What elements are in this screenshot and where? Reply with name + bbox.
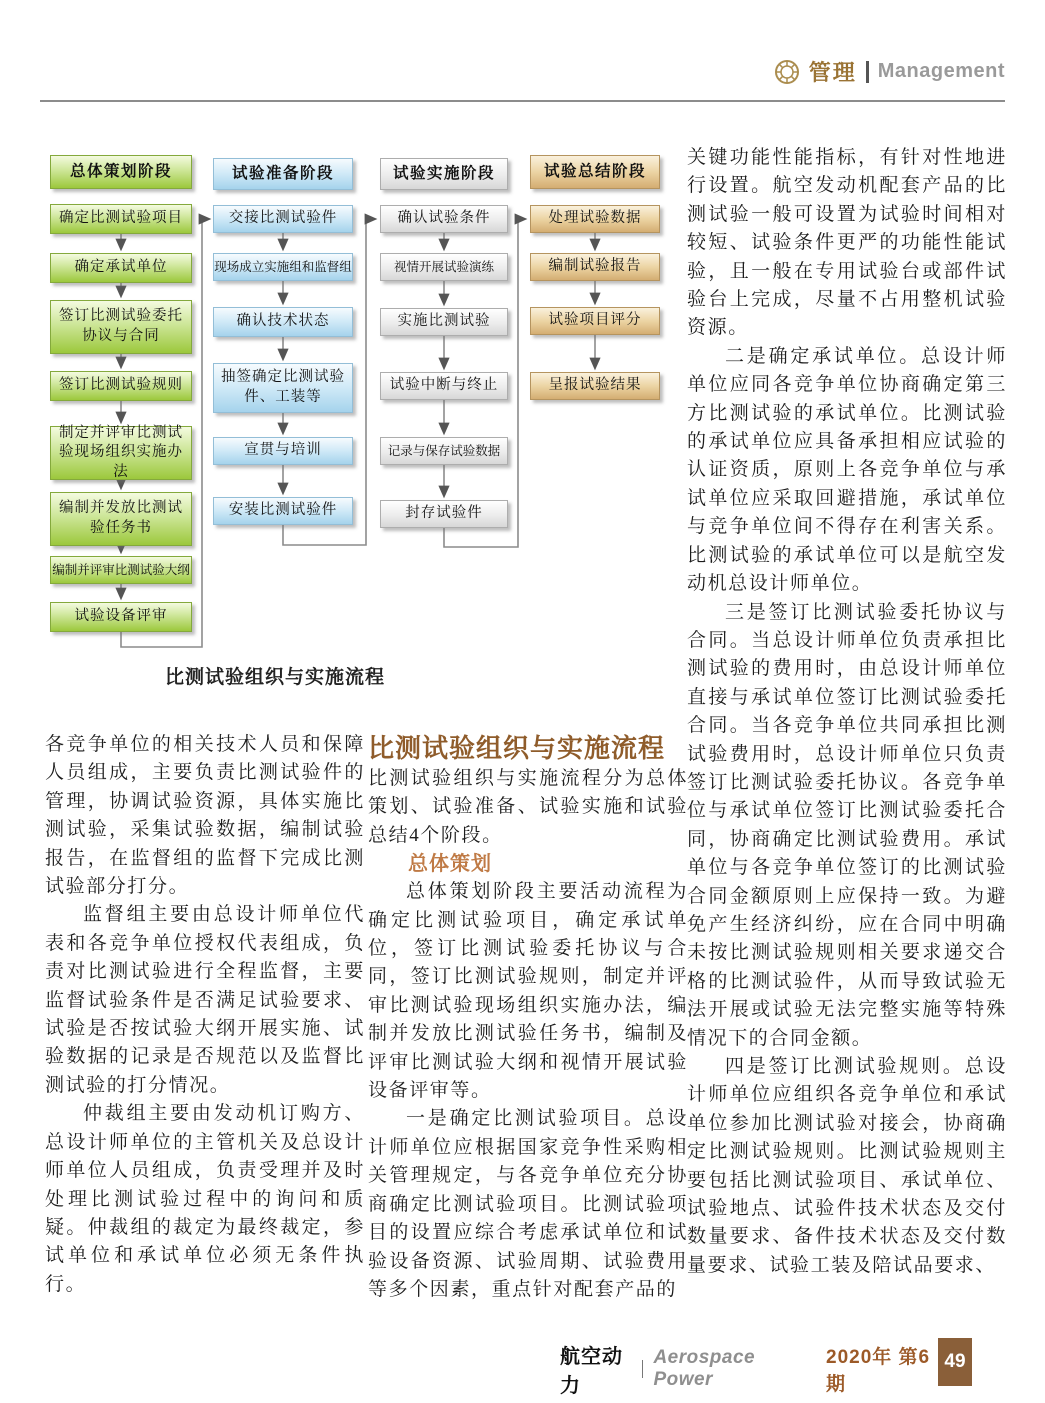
text-column-right bbox=[687, 144, 1007, 1280]
paragraph: 仲裁组主要由发动机订购方、总设计师单位的主管机关及总设计师单位人员组成，负责受理并及时处理比测试验过程中的询问和质疑。仲裁组的裁定为最终裁定，参试单位和承试单位必须无条件执行。 bbox=[45, 1103, 365, 1295]
flow-step: 处理试验数据 bbox=[530, 205, 660, 233]
flow-step: 安装比测试验件 bbox=[213, 497, 353, 525]
flow-step: 现场成立实施组和监督组 bbox=[213, 253, 353, 281]
flowchart-caption: 比测试验组织与实施流程 bbox=[164, 667, 385, 688]
flow-step: 实施比测试验 bbox=[380, 308, 508, 336]
flow-step: 确定承试单位 bbox=[50, 253, 192, 283]
issue-label: 2020年 第6期 bbox=[826, 1347, 931, 1395]
flow-step: 确定比测试验项目 bbox=[50, 204, 192, 234]
emblem-icon bbox=[774, 59, 800, 85]
journal-name-cn: 航空动力 bbox=[560, 1346, 623, 1397]
paragraph: 三是签订比测试验委托协议与合同。当总设计师单位负责承担比测试验的费用时，由总设计师单位直接与承试单位签订比测试验委托合同。当各竞争单位共同承担比测试验费用时，总设计师单位只负责签订比测试验委托协议。各竞争单位与承试单位签订比测试验委托合同，协商确定比测试验费用。承试单位与各竞争单位签订的比测试验合同金额原则上应保持一致。为避免产生经济纠纷，应在合同中明确未按比测试验规则相关要求递交合格的比测试验件，从而导致试验无法开展或试验无法完整实施等特殊情况下的合同金额。 bbox=[687, 601, 1007, 1049]
flow-step: 确认技术状态 bbox=[213, 307, 353, 337]
flow-step: 制定并评审比测试验现场组织实施办法 bbox=[50, 426, 192, 480]
flow-step: 记录与保存试验数据 bbox=[380, 437, 508, 465]
flow-step: 签订比测试验委托协议与合同 bbox=[50, 300, 192, 354]
flow-phase-preparation: 试验准备阶段 bbox=[213, 158, 353, 190]
flow-step: 确认试验条件 bbox=[380, 205, 508, 233]
article-subheading: 总体策划 bbox=[408, 853, 492, 876]
footer-divider bbox=[642, 1360, 644, 1378]
page-header bbox=[774, 56, 1005, 87]
header-rule bbox=[40, 100, 1005, 102]
flow-step: 试验中断与终止 bbox=[380, 372, 508, 400]
flow-step: 签订比测试验规则 bbox=[50, 371, 192, 401]
flow-step: 编制并评审比测试验大纲 bbox=[50, 556, 192, 584]
section-title-en: Management bbox=[877, 60, 1005, 82]
article-section-heading: 比测试验组织与实施流程 bbox=[368, 733, 666, 763]
flow-step: 试验项目评分 bbox=[530, 307, 660, 335]
paragraph: 四是签订比测试验规则。总设计师单位应组织各竞争单位和承试单位参加比测试验对接会，协商确定比测试验规则。比测试验规则主要包括比测试验项目、承试单位、试验地点、试验件技术状态及交付数量要求、备件技术状态及交付数量要求、试验工装及陪试品要求、 bbox=[687, 1056, 1007, 1276]
flow-step: 呈报试验结果 bbox=[530, 372, 660, 400]
flow-step: 封存试验件 bbox=[380, 500, 508, 528]
text-column-left bbox=[45, 731, 365, 1299]
paragraph: 监督组主要由总设计师单位代表和各竞争单位授权代表组成，负责对比测试验进行全程监督，主要监督试验条件是否满足试验要求、试验是否按试验大纲开展实施、试验数据的记录是否规范以及监督比测试验的打分情况。 bbox=[45, 904, 365, 1096]
page-number: 49 bbox=[938, 1338, 972, 1386]
paragraph: 各竞争单位的相关技术人员和保障人员组成，主要负责比测试验件的管理，协调试验资源，具体实施比测试验，采集试验数据，编制试验报告，在监督组的监督下完成比测试验部分打分。 bbox=[45, 734, 365, 898]
paragraph: 比测试验组织与实施流程分为总体策划、试验准备、试验实施和试验总结4个阶段。 bbox=[368, 768, 688, 846]
flow-phase-implementation: 试验实施阶段 bbox=[380, 158, 508, 190]
paragraph: 一是确定比测试验项目。总设计师单位应根据国家竞争性采购相关管理规定，与各竞争单位充分协商确定比测试验项目。比测试验项目的设置应综合考虑承试单位和试验设备资源、试验周期、试验费用等多个因素，重点针对配套产品的 bbox=[368, 1108, 688, 1300]
paragraph: 总体策划阶段主要活动流程为确定比测试验项目，确定承试单位，签订比测试验委托协议与合同，签订比测试验规则，制定并评审比测试验现场组织实施办法，编制并发放比测试验任务书，编制及评审比测试验大纲和视情开展试验设备评审等。 bbox=[368, 881, 688, 1102]
paragraph: 关键功能性能指标，有针对性地进行设置。航空发动机配套产品的比测试验一般可设置为试验时间相对较短、试验条件更严的功能性能试验，且一般在专用试验台或部件试验台上完成，尽量不占用整机试验资源。 bbox=[687, 147, 1007, 339]
flow-step: 抽签确定比测试验件、工装等 bbox=[213, 363, 353, 413]
flowchart bbox=[50, 150, 710, 670]
flow-phase-summary: 试验总结阶段 bbox=[530, 155, 660, 189]
flow-phase-planning: 总体策划阶段 bbox=[50, 155, 192, 189]
flow-step: 宣贯与培训 bbox=[213, 437, 353, 465]
flow-step: 编制并发放比测试验任务书 bbox=[50, 492, 192, 546]
section-divider bbox=[866, 61, 869, 83]
section-title-cn: 管理 bbox=[808, 60, 857, 85]
flow-step: 编制试验报告 bbox=[530, 253, 660, 281]
flow-step: 试验设备评审 bbox=[50, 602, 192, 632]
text-column-middle bbox=[368, 731, 688, 1304]
journal-name-en: Aerospace Power bbox=[653, 1347, 756, 1390]
paragraph: 二是确定承试单位。总设计师单位应同各竞争单位协商确定第三方比测试验的承试单位。比测试验的承试单位应具备承担相应试验的认证资质，原则上各竞争单位与承试单位应采取回避措施，承试单位与竞争单位间不得存在利害关系。比测试验的承试单位可以是航空发动机总设计师单位。 bbox=[687, 345, 1007, 595]
page-footer bbox=[560, 1340, 932, 1398]
flow-step: 视情开展试验演练 bbox=[380, 253, 508, 281]
flow-step: 交接比测试验件 bbox=[213, 205, 353, 233]
